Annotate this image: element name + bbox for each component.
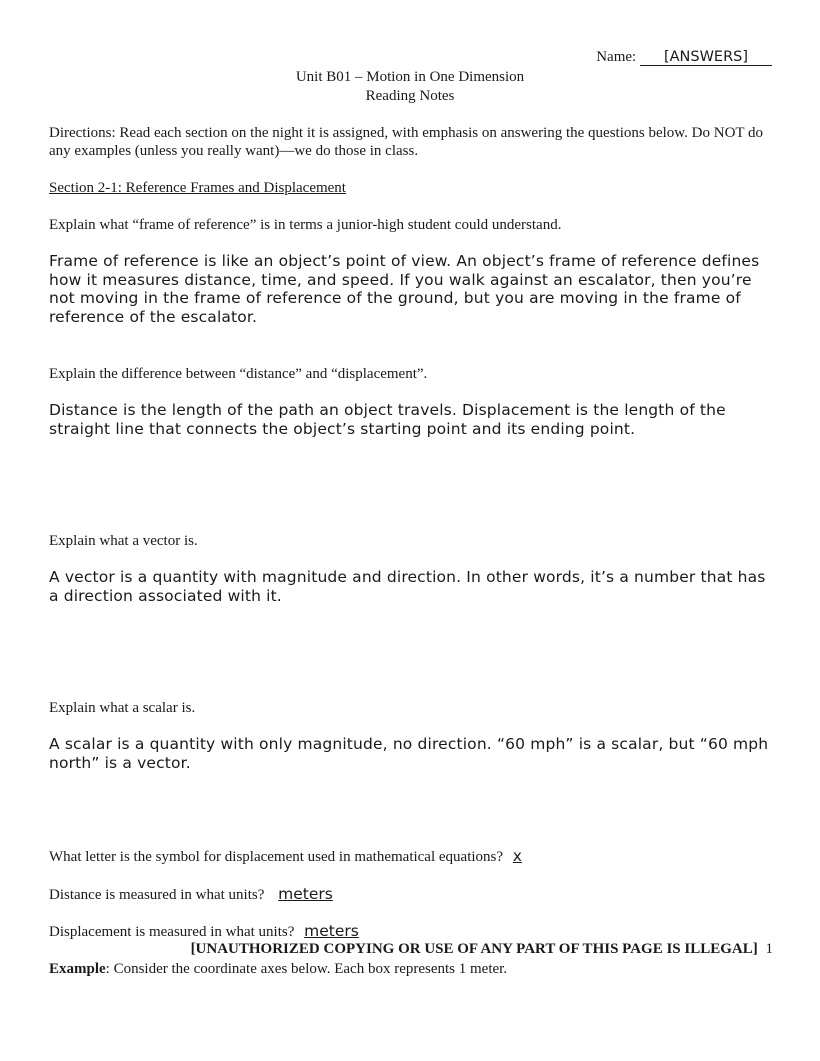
- page-number: 1: [765, 941, 773, 957]
- question-prompt: Explain what a vector is.: [49, 533, 198, 549]
- short-question: [49, 885, 774, 904]
- question-prompt: Explain the difference between “distance” and “displacement”.: [49, 366, 428, 382]
- question-answer: A vector is a quantity with magnitude and direction. In other words, it’s a number that has a direction associated with it.: [49, 568, 766, 605]
- copyright-text: [UNAUTHORIZED COPYING OR USE OF ANY PART OF THIS PAGE IS ILLEGAL]: [190, 941, 758, 957]
- short-question-answer: meters: [304, 922, 359, 940]
- question-answer: Distance is the length of the path an object travels. Displacement is the length of the straight line that connects the object’s starting point and its ending point.: [49, 401, 726, 438]
- short-question-prompt: Displacement is measured in what units?: [49, 924, 295, 940]
- copyright-notice: [49, 940, 773, 958]
- directions: Directions: Read each section on the night it is assigned, with emphasis on answering the questions below. Do NOT do any examples (unless you really want)—we do those in class.: [49, 125, 764, 159]
- name-value: [ANSWERS]: [640, 49, 772, 66]
- short-question-answer: x: [512, 847, 522, 865]
- name-line: [596, 48, 772, 66]
- question-answer: Frame of reference is like an object’s point of view. An object’s frame of reference defines how it measures distance, time, and speed. If you walk against an escalator, then you’re not moving in the frame of reference of the ground, but you are moving in the frame of reference of the escalator.: [49, 252, 760, 326]
- question-prompt: Explain what “frame of reference” is in terms a junior-high student could understand.: [49, 217, 562, 233]
- short-question: [49, 847, 774, 866]
- subtitle: Reading Notes: [365, 88, 455, 104]
- short-question: [49, 922, 774, 941]
- question-prompt: Explain what a scalar is.: [49, 700, 196, 716]
- short-question-answer: meters: [278, 885, 333, 903]
- example-label: Example: [49, 961, 106, 977]
- short-question-prompt: Distance is measured in what units?: [49, 887, 265, 903]
- example-text: : Consider the coordinate axes below. Each box represents 1 meter.: [105, 961, 508, 977]
- section-heading: Section 2-1: Reference Frames and Displacement: [49, 180, 346, 196]
- question-answer: A scalar is a quantity with only magnitude, no direction. “60 mph” is a scalar, but “60 mph north” is a vector.: [49, 735, 769, 772]
- unit-title: Unit B01 – Motion in One Dimension: [295, 69, 525, 85]
- name-label: Name:: [596, 49, 637, 65]
- short-question-prompt: What letter is the symbol for displacement used in mathematical equations?: [49, 849, 504, 865]
- example-line: [49, 960, 774, 978]
- title-block: [0, 68, 820, 105]
